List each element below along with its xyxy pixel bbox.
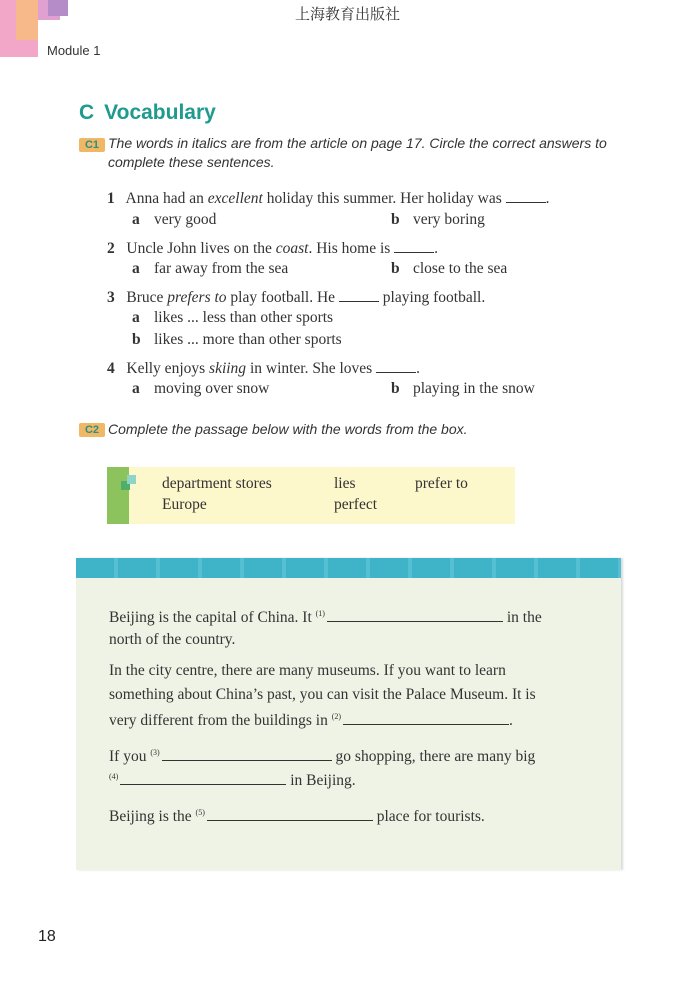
c1-instruction-line2: complete these sentences. — [108, 154, 275, 170]
option-3b[interactable] — [132, 331, 342, 349]
module-label: Module 1 — [47, 43, 101, 58]
passage-blank-1[interactable] — [327, 607, 503, 622]
blank-marker: (1) — [315, 609, 325, 618]
passage-line: something about China’s past, you can visit the Palace Museum. It is — [109, 686, 536, 703]
passage-header-stripe — [76, 558, 621, 578]
passage-text: If you — [109, 748, 147, 765]
answer-blank[interactable] — [506, 188, 546, 203]
option-4b[interactable] — [391, 380, 535, 398]
passage-line: north of the country. — [109, 631, 236, 648]
question-text: Uncle John lives on the — [126, 240, 276, 257]
passage-line: In the city centre, there are many museums. If you want to learn — [109, 662, 506, 679]
passage-line — [109, 607, 542, 627]
section-letter: C — [79, 101, 95, 124]
answer-blank[interactable] — [394, 238, 434, 253]
option-1b[interactable] — [391, 211, 485, 229]
option-text: very boring — [413, 211, 485, 228]
page-number: 18 — [38, 928, 56, 945]
passage-text: . — [509, 712, 513, 729]
option-text: moving over snow — [154, 380, 270, 397]
word-box — [107, 467, 515, 524]
question-number: 2 — [107, 240, 115, 257]
question-text: Bruce — [126, 289, 168, 306]
blank-marker: (5) — [195, 808, 205, 817]
passage-text: Beijing is the capital of China. It — [109, 609, 312, 626]
blank-marker: (4) — [109, 772, 119, 781]
option-1a[interactable] — [132, 211, 216, 229]
option-text: likes ... less than other sports — [154, 309, 334, 326]
option-4a[interactable] — [132, 380, 269, 398]
passage-text: very different from the buildings in — [109, 712, 328, 729]
option-letter: a — [132, 380, 140, 397]
word-box-bar — [107, 467, 129, 524]
option-2a[interactable] — [132, 260, 288, 278]
blank-marker: (3) — [150, 748, 160, 757]
passage-text: place for tourists. — [376, 808, 485, 825]
option-text: likes ... more than other sports — [154, 331, 342, 348]
question-3 — [107, 287, 485, 307]
c1-tag: C1 — [79, 138, 105, 152]
option-2b[interactable] — [391, 260, 507, 278]
option-text: playing in the snow — [413, 380, 535, 397]
question-end: . — [416, 360, 420, 377]
c2-instruction: Complete the passage below with the words from the box. — [108, 421, 468, 437]
passage-line — [109, 710, 513, 730]
section-heading — [79, 101, 216, 125]
passage-line — [109, 806, 485, 826]
option-letter: b — [391, 260, 400, 277]
question-text: play football. He — [226, 289, 336, 306]
option-letter: b — [391, 380, 400, 397]
option-text: close to the sea — [413, 260, 508, 277]
word-item: lies — [334, 475, 356, 492]
question-italic-word: coast — [275, 240, 309, 257]
passage-blank-3[interactable] — [162, 746, 332, 761]
question-text: in winter. She loves — [246, 360, 373, 377]
question-text: holiday this summer. Her holiday was — [262, 190, 502, 207]
question-text: Anna had an — [125, 190, 208, 207]
c1-instruction-line1: The words in italics are from the article on page 17. Circle the correct answers to — [108, 135, 607, 151]
publisher-name: 上海教育出版社 — [294, 7, 400, 23]
option-letter: a — [132, 309, 140, 326]
answer-blank[interactable] — [339, 287, 379, 302]
passage-text: in Beijing. — [290, 772, 356, 789]
question-number: 3 — [107, 289, 115, 306]
word-item: department stores — [162, 475, 272, 492]
passage-text: in the — [506, 609, 542, 626]
passage-blank-5[interactable] — [207, 806, 373, 821]
passage-blank-4[interactable] — [120, 770, 286, 785]
option-letter: a — [132, 211, 140, 228]
option-3a[interactable] — [132, 309, 333, 327]
question-4 — [107, 358, 420, 378]
question-text: Kelly enjoys — [126, 360, 210, 377]
question-end: playing football. — [382, 289, 486, 306]
c2-tag: C2 — [79, 423, 105, 437]
word-item: perfect — [334, 496, 378, 513]
option-letter: b — [391, 211, 400, 228]
question-1 — [107, 188, 550, 208]
question-end: . — [545, 190, 550, 207]
c1-instruction — [108, 134, 607, 172]
question-italic-word: skiing — [209, 360, 247, 377]
passage-blank-2[interactable] — [343, 710, 509, 725]
option-text: very good — [154, 211, 217, 228]
question-number: 4 — [107, 360, 115, 377]
answer-blank[interactable] — [376, 358, 416, 373]
question-end: . — [434, 240, 439, 257]
section-title: Vocabulary — [104, 101, 216, 124]
question-text: . His home is — [308, 240, 391, 257]
passage-text: Beijing is the — [109, 808, 192, 825]
question-number: 1 — [107, 190, 115, 207]
passage-line — [109, 770, 356, 790]
question-italic-word: excellent — [207, 190, 263, 207]
word-item: prefer to — [415, 475, 468, 492]
question-italic-word: prefers to — [167, 289, 227, 306]
question-2 — [107, 238, 438, 258]
option-letter: b — [132, 331, 141, 348]
word-box-decoration — [127, 475, 136, 484]
passage-text: go shopping, there are many big — [335, 748, 536, 765]
word-item: Europe — [162, 496, 207, 513]
blank-marker: (2) — [331, 712, 342, 721]
passage-line — [109, 746, 535, 766]
option-letter: a — [132, 260, 140, 277]
option-text: far away from the sea — [154, 260, 289, 277]
